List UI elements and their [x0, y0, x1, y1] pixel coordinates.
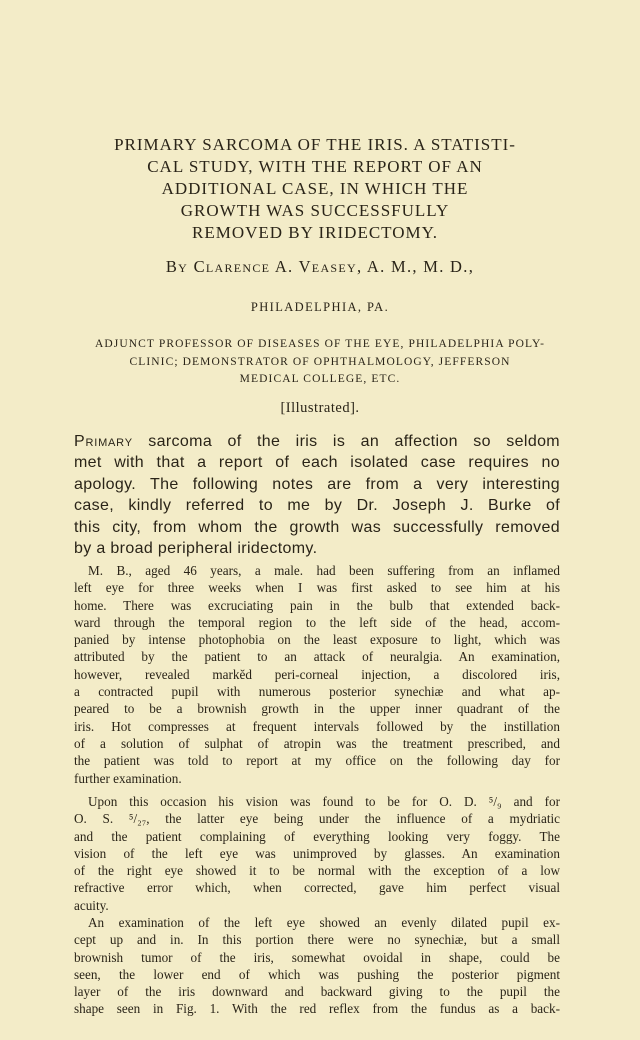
author-affiliation: [70, 336, 570, 389]
body-line: brownish tumor of the iris, somewhat ovoidal in shape, could be: [74, 949, 560, 965]
lead-line: apology. The following notes are from a very interesting: [74, 475, 560, 493]
article-title: [60, 134, 570, 244]
body-line: M. B., aged 46 years, a male. had been suffering from an inflamed: [88, 563, 560, 578]
body-line: attributed by the patient to an attack of neuralgia. An examination,: [74, 649, 560, 665]
affiliation-line: CLINIC; DEMONSTRATOR OF OPHTHALMOLOGY, JEFFERSON: [129, 355, 511, 368]
author-name: Clarence A. Veasey, A. M., M. D.,: [193, 257, 475, 276]
title-line: REMOVED BY IRIDECTOMY.: [191, 223, 438, 242]
body-line: iris. Hot compresses at frequent intervals followed by the instillation: [74, 718, 560, 734]
affiliation-line: ADJUNCT PROFESSOR OF DISEASES OF THE EYE, PHILADELPHIA POLY-: [94, 338, 546, 350]
body-line: peared to be a brownish growth in the upper inner quadrant of the: [74, 701, 560, 717]
body-line: seen, the lower end of which was pushing the posterior pigment: [74, 966, 560, 982]
lead-line: met with that a report of each isolated case requires no: [74, 454, 560, 472]
body-line: layer of the iris downward and backward giving to the pupil the: [74, 984, 560, 1000]
lead-first-word: Primary: [74, 433, 133, 450]
lead-first-line-rest: sarcoma of the iris is an affection so seldom: [132, 433, 560, 450]
body-line: however, revealed markĕd peri-corneal injection, a discolored iris,: [74, 666, 560, 682]
body-line: O. S. ⁵/₂₇, the latter eye being under the influence of a mydriatic: [74, 811, 560, 827]
body-line: vision of the left eye was unimproved by glasses. An examination: [74, 845, 560, 861]
title-line: CAL STUDY, WITH THE REPORT OF AN: [147, 157, 483, 176]
illustrated-note: [Illustrated].: [280, 400, 360, 416]
lead-line: by a broad peripheral iridectomy.: [74, 540, 318, 558]
body-line: home. There was excruciating pain in the bulb that extended back-: [74, 597, 560, 613]
title-line: GROWTH WAS SUCCESSFULLY: [180, 201, 450, 220]
body-line: An examination of the left eye showed an evenly dilated pupil ex-: [88, 915, 560, 930]
title-line: ADDITIONAL CASE, IN WHICH THE: [161, 179, 469, 198]
body-line: the patient was told to report at my office on the following day for: [74, 753, 560, 769]
lead-first-line: [74, 431, 560, 452]
author-byline: [0, 257, 640, 277]
title-line: PRIMARY SARCOMA OF THE IRIS. A STATISTI-: [114, 135, 516, 154]
body-line: panied by intense photophobia on the least exposure to light, which was: [74, 632, 560, 648]
body-line: further examination.: [74, 770, 182, 786]
body-line: a contracted pupil with numerous posterior synechiæ and what ap-: [74, 684, 560, 700]
body-line: left eye for three weeks when I was first asked to see him at his: [74, 580, 560, 596]
lead-line: this city, from whom the growth was successfully removed: [74, 518, 560, 536]
case-paragraph-3: [74, 914, 560, 1018]
body-line: refractive error which, when corrected, gave him perfect visual: [74, 880, 560, 896]
byline-prefix: By: [165, 257, 189, 276]
body-line: ward through the temporal region to the left side of the head, accom-: [74, 614, 560, 630]
body-line: of a solution of sulphat of atropin was the treatment prescribed, and: [74, 735, 560, 751]
case-paragraph-2: [74, 793, 560, 914]
body-line: Upon this occasion his vision was found to be for O. D. ⁵/₉ and for: [88, 794, 560, 809]
lead-line: case, kindly referred to me by Dr. Joseph J. Burke of: [74, 497, 560, 515]
body-line: and the patient complaining of everything looking very foggy. The: [74, 828, 560, 844]
body-line: shape seen in Fig. 1. With the red reflex from the fundus as a back-: [74, 1001, 560, 1017]
body-line: acuity.: [74, 897, 109, 913]
lead-paragraph: [74, 431, 560, 559]
affiliation-line: MEDICAL COLLEGE, ETC.: [239, 373, 401, 385]
case-paragraph-1: [74, 562, 560, 787]
body-line: of the right eye showed it to be normal with the exception of a low: [74, 863, 560, 879]
author-location: PHILADELPHIA, PA.: [250, 300, 390, 314]
body-line: cept up and in. In this portion there were no synechiæ, but a small: [74, 932, 560, 948]
